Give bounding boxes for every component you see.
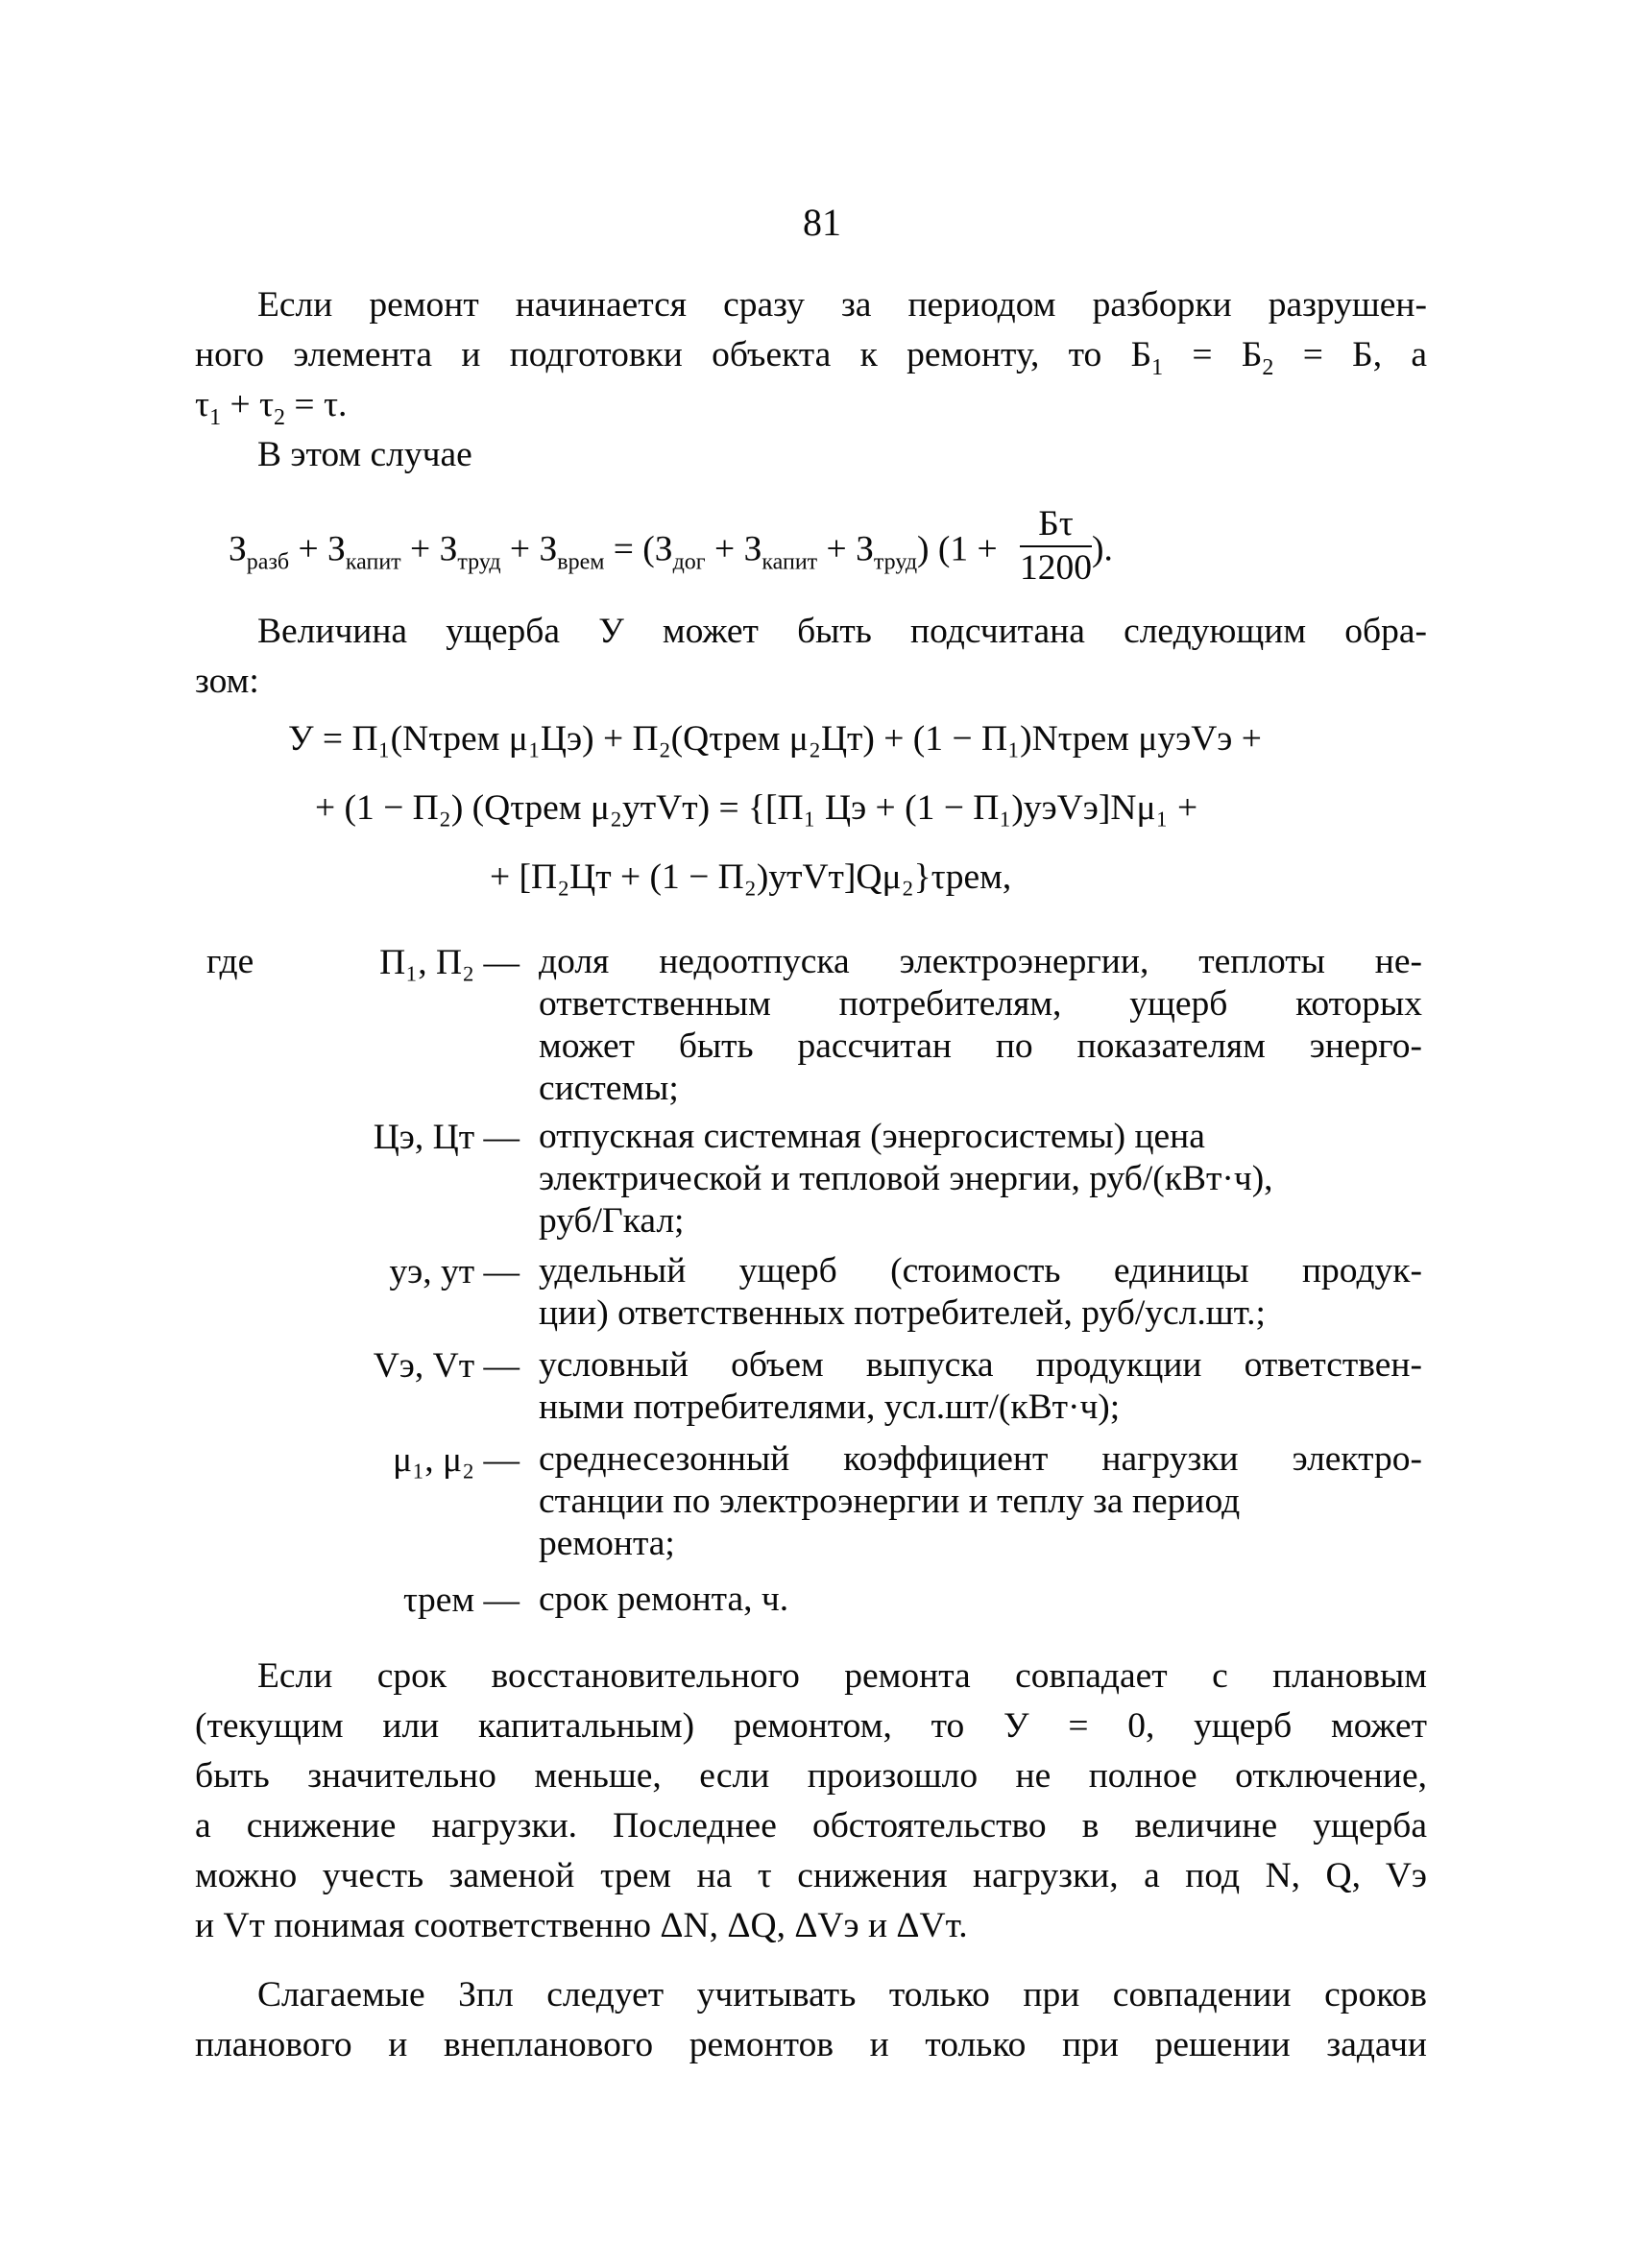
para3-line1: Величина ущерба У может быть подсчитана следующим обра-: [257, 612, 1427, 651]
legend: [0, 941, 1644, 1632]
paragraph-1: [195, 280, 1427, 430]
legend-desc-load-factor: среднесезонный коэффициент нагрузки электро- станции по электроэнергии и теплу за период ремонта;: [539, 1439, 1422, 1563]
paragraph-4: Если срок восстановительного ремонта совпадает с плановым (текущим или капитальным) ремонтом, то У = 0, ущерб может быть значительно меньше, если произошло не полное отключение, а снижение нагрузки. Последнее обстоятельство в величине ущерба можно учесть заменой τрем на τ снижения нагрузки, а под N, Q, Vэ и Vт понимая соответственно ΔN, ΔQ, ΔVэ и ΔVт.: [195, 1656, 1427, 1945]
formula-costs: $З_{разб} + З_{капит} + З_{труд} + З_{врем} = (З_{дог} + З_{капит} + З_{труд}) (1$ + $\frac{Б\tau}{1200}$ ).: [229, 504, 1113, 588]
legend-symbol-specific-damage: уэ, ут —: [389, 1252, 520, 1291]
fraction: $\frac{Б\tau}{1200}$: [1020, 504, 1093, 588]
para1-line2: ного элемента и подготовки объекта к ремонту, то $Б_1 = Б_2 = Б$, а: [195, 335, 1428, 380]
legend-desc-price: отпускная системная (энергосистемы) цена электрической и тепловой энергии, руб/(кВт·ч), руб/Гкал;: [539, 1117, 1273, 1241]
legend-desc-repair-time: срок ремонта, ч.: [539, 1580, 789, 1619]
para1-line1: Если ремонт начинается сразу за периодом разборки разрушен-: [257, 285, 1427, 325]
legend-desc-share: доля недоотпуска электроэнергии, теплоты не- ответственным потребителям, ущерб которых может быть рассчитан по показателям энерго- системы;: [539, 942, 1422, 1108]
paragraph-2: [195, 430, 1427, 480]
legend-desc-volume: условный объем выпуска продукции ответствен- ными потребителями, усл.шт/(кВт·ч);: [539, 1345, 1422, 1427]
formula-damage-line1: У = П₁(Nτрем μ₁Цэ) + П₂(Qτрем μ₂Цт) + (1 − П₁)Nτрем μуэVэ +: [288, 719, 1262, 759]
legend-symbol-price: Цэ, Цт —: [373, 1118, 520, 1157]
legend-symbol-volume: Vэ, Vт —: [373, 1346, 520, 1386]
para1-line3: $\tau_1 + \tau_2 = \tau$.: [195, 385, 348, 430]
page-number: 81: [803, 201, 841, 244]
legend-desc-specific-damage: удельный ущерб (стоимость единицы продук- ции) ответственных потребителей, руб/усл.шт.;: [539, 1251, 1422, 1333]
legend-symbol-share: П₁, П₂ —: [379, 943, 520, 982]
legend-symbol-repair-time: τрем —: [402, 1580, 520, 1620]
formula-damage-line2: + (1 − П₂) (Qτрем μ₂утVт) = {[П₁ Цэ + (1 − П₁)уэVэ]Nμ₁ +: [315, 788, 1198, 828]
legend-where-label: где: [206, 942, 254, 981]
paragraph-3: [195, 607, 1427, 707]
formula-damage-line3: + [П₂Цт + (1 − П₂)утVт]Qμ₂}τрем,: [490, 857, 1012, 897]
para3-line2: зом:: [195, 662, 259, 701]
legend-symbol-load-factor: μ₁, μ₂ —: [393, 1440, 520, 1480]
paragraph-5: Слагаемые Зпл следует учитывать только при совпадении сроков планового и внепланового ремонтов и только при решении задачи: [195, 1975, 1427, 2064]
para2-text: В этом случае: [257, 435, 472, 474]
